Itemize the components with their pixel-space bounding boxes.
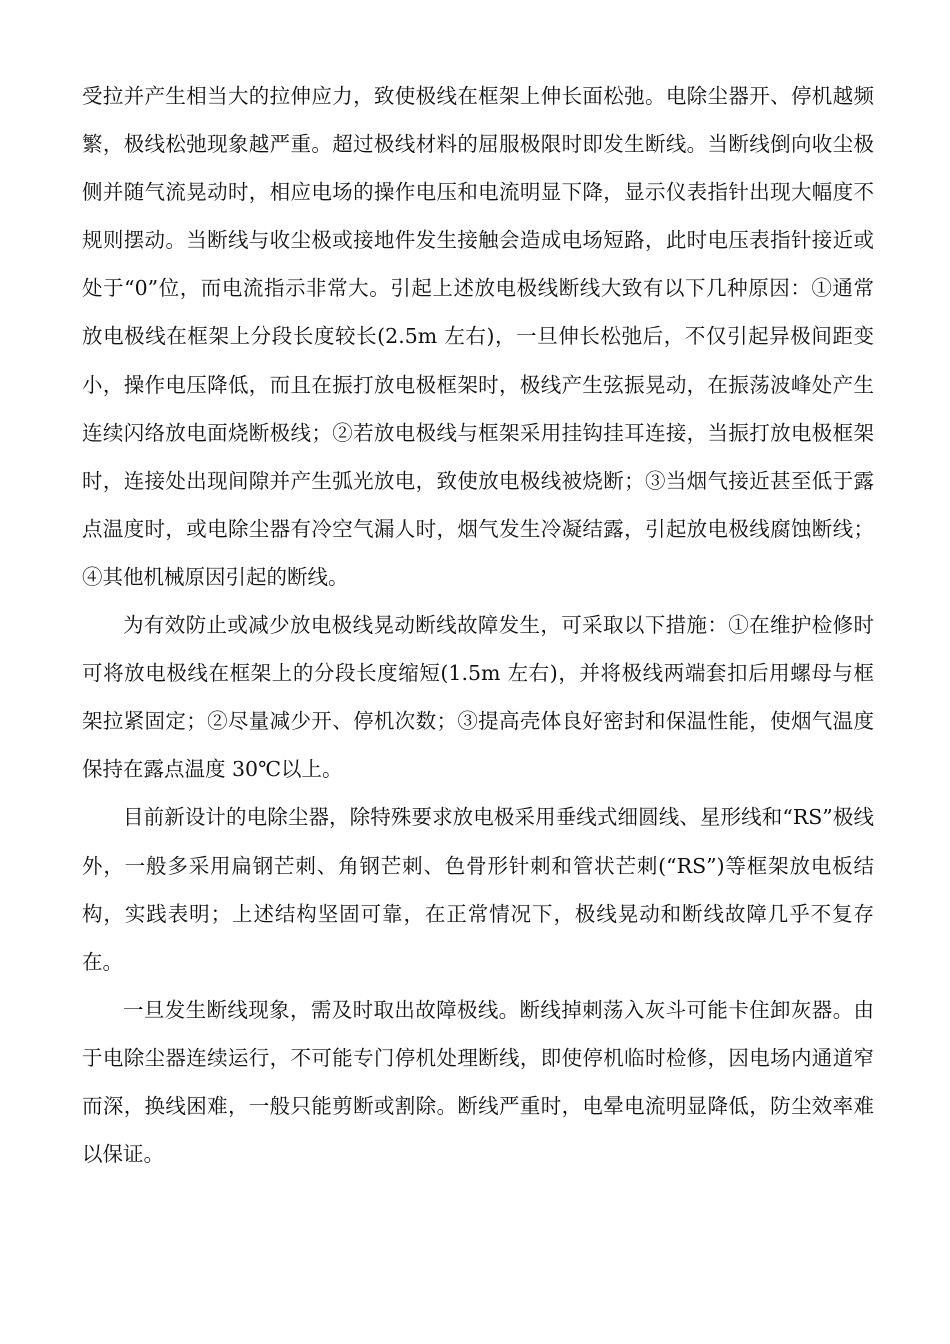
paragraph-prevention-measures: 为有效防止或减少放电极线晃动断线故障发生，可采取以下措施：①在维护检修时可将放电极线在框架上的分段长度缩短(1.5m 左右)，并将极线两端套扣后用螺母与框架拉紧固定；②尽量减少开、停机次数；③提高壳体良好密封和保温性能，使烟气温度保持在露点温度 30℃以上。 <box>82 613 874 782</box>
document-body <box>82 72 874 1178</box>
paragraph-continuation: 受拉并产生相当大的拉伸应力，致使极线在框架上伸长面松弛。电除尘器开、停机越频繁，极线松弛现象越严重。超过极线材料的屈服极限时即发生断线。当断线倒向收尘极侧并随气流晃动时，相应电场的操作电压和电流明显下降，显示仪表指针出现大幅度不规则摆动。当断线与收尘极或接地件发生接触会造成电场短路，此时电压表指针接近或处于“0”位，而电流指示非常大。引起上述放电极线断线大致有以下几种原因：①通常放电极线在框架上分段长度较长(2.5m 左右)，一旦伸长松弛后，不仅引起异极间距变小，操作电压降低，而且在振打放电极框架时，极线产生弦振晃动，在振荡波峰处产生连续闪络放电面烧断极线；②若放电极线与框架采用挂钩挂耳连接，当振打放电极框架时，连接处出现间隙并产生弧光放电，致使放电极线被烧断；③当烟气接近甚至低于露点温度时，或电除尘器有冷空气漏人时，烟气发生冷凝结露，引起放电极线腐蚀断线；④其他机械原因引起的断线。 <box>82 84 874 589</box>
paragraph-broken-wire-handling: 一旦发生断线现象，需及时取出故障极线。断线掉刺荡入灰斗可能卡住卸灰器。由于电除尘器连续运行，不可能专门停机处理断线，即使停机临时检修，因电场内通道窄而深，换线困难，一般只能剪断或割除。断线严重时，电晕电流明显降低，防尘效率难以保证。 <box>82 997 874 1167</box>
paragraph-new-designs: 目前新设计的电除尘器，除特殊要求放电极采用垂线式细圆线、星形线和“RS”极线外，一般多采用扁钢芒刺、角钢芒刺、色骨形针刺和管状芒刺(“RS”)等框架放电板结构，实践表明；上述结构坚固可靠，在正常情况下，极线晃动和断线故障几乎不复存在。 <box>82 805 874 974</box>
